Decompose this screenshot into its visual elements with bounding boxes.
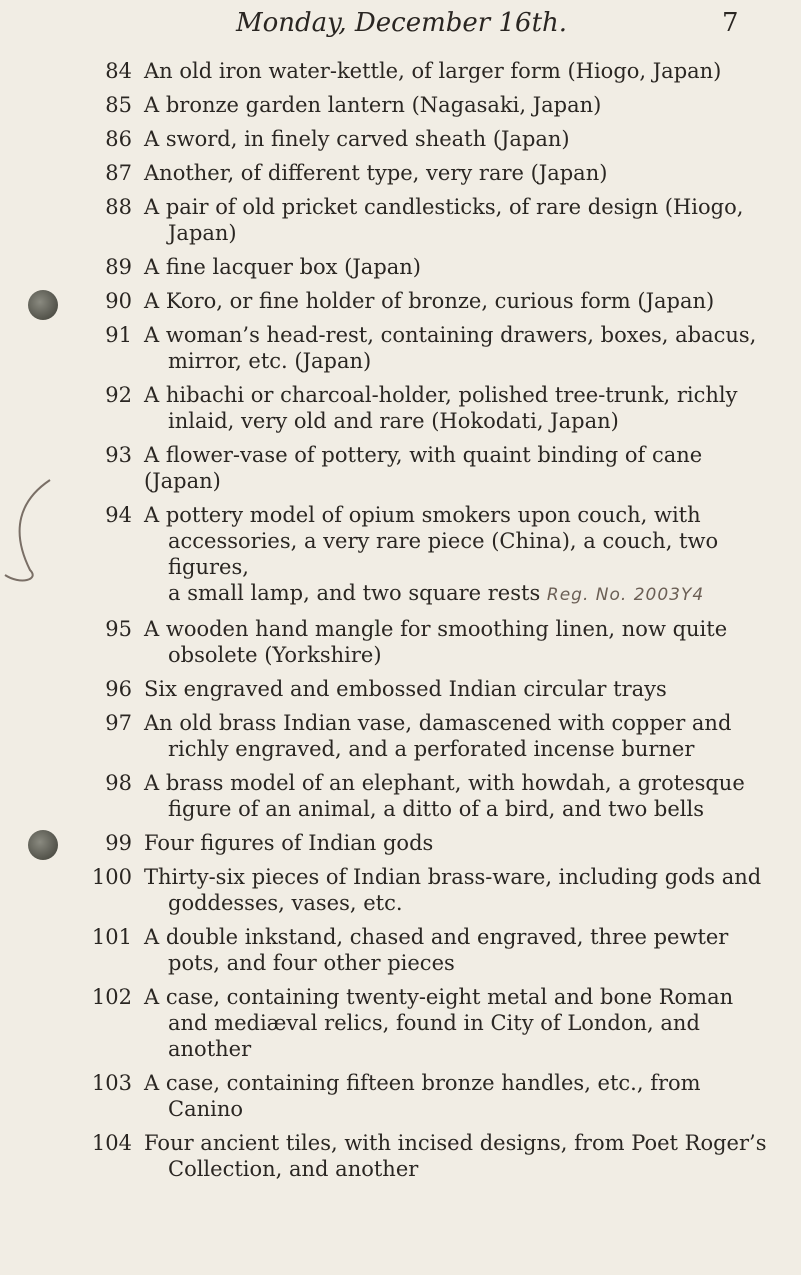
lot-line: A fine lacquer box (Japan) <box>144 255 421 279</box>
lot-entry <box>0 58 801 84</box>
lot-number: 85 <box>105 93 132 117</box>
lot-number: 93 <box>105 443 132 467</box>
lot-line: A flower-vase of pottery, with quaint binding of cane (Japan) <box>144 443 703 493</box>
lot-number: 99 <box>105 831 132 855</box>
lot-entry <box>0 502 801 608</box>
lot-entry <box>0 288 801 314</box>
page-title: Monday, December 16th. <box>236 8 568 38</box>
lot-entry <box>0 322 801 374</box>
lot-number: 94 <box>105 503 132 527</box>
lot-number: 84 <box>105 59 132 83</box>
lot-line: A case, containing fifteen bronze handles, etc., from <box>144 1071 701 1095</box>
lot-line: A pottery model of opium smokers upon couch, with <box>144 503 701 527</box>
lot-entry <box>0 676 801 702</box>
lot-entry <box>0 254 801 280</box>
lot-line: Four ancient tiles, with incised designs, from Poet Roger’s <box>144 1131 767 1155</box>
lot-line: figure of an animal, a ditto of a bird, and two bells <box>168 797 704 821</box>
lot-description <box>144 616 784 668</box>
lot-line: A bronze garden lantern (Nagasaki, Japan) <box>144 93 602 117</box>
lot-line: Another, of different type, very rare (Japan) <box>144 161 608 185</box>
lot-entry <box>0 160 801 186</box>
lot-description <box>144 1130 784 1182</box>
lot-description <box>144 194 784 246</box>
lot-description <box>144 1070 784 1122</box>
lot-number: 90 <box>105 289 132 313</box>
lot-entry <box>0 984 801 1062</box>
lot-description <box>144 58 784 84</box>
lot-line: a small lamp, and two square rests Reg. No. 2003Y4 <box>168 581 705 605</box>
lot-line: Six engraved and embossed Indian circular trays <box>144 677 667 701</box>
lot-number: 102 <box>91 985 132 1009</box>
lot-description <box>144 442 784 494</box>
lot-description <box>144 830 784 856</box>
lot-line: A case, containing twenty-eight metal and bone Roman <box>144 985 734 1009</box>
lot-line: A double inkstand, chased and engraved, three pewter <box>144 925 729 949</box>
lot-line: An old brass Indian vase, damascened with copper and <box>144 711 732 735</box>
lot-line: Japan) <box>168 221 237 245</box>
handwritten-note: Reg. No. 2003Y4 <box>546 585 705 605</box>
lot-line: goddesses, vases, etc. <box>168 891 403 915</box>
lot-number: 101 <box>91 925 132 949</box>
lot-line: Collection, and another <box>168 1157 419 1181</box>
lot-number: 103 <box>91 1071 132 1095</box>
lot-description <box>144 382 784 434</box>
lot-description <box>144 160 784 186</box>
lot-entry <box>0 864 801 916</box>
lot-line: inlaid, very old and rare (Hokodati, Japan) <box>168 409 619 433</box>
lot-number: 87 <box>105 161 132 185</box>
lot-number: 97 <box>105 711 132 735</box>
lot-line: Thirty-six pieces of Indian brass-ware, including gods and <box>144 865 762 889</box>
lot-entry <box>0 770 801 822</box>
lot-number: 88 <box>105 195 132 219</box>
lot-line: An old iron water-kettle, of larger form (Hiogo, Japan) <box>144 59 722 83</box>
lot-number: 91 <box>105 323 132 347</box>
lot-line: and mediæval relics, found in City of London, and <box>168 1011 700 1035</box>
lot-entry <box>0 382 801 434</box>
lot-line: pots, and four other pieces <box>168 951 455 975</box>
lot-description <box>144 924 784 976</box>
lot-line: A woman’s head-rest, containing drawers, boxes, abacus, <box>144 323 757 347</box>
lot-number: 86 <box>105 127 132 151</box>
lot-line: A hibachi or charcoal-holder, polished tree-trunk, richly <box>144 383 738 407</box>
lot-description <box>144 322 784 374</box>
lot-entry <box>0 92 801 118</box>
lot-number: 95 <box>105 617 132 641</box>
lot-description <box>144 126 784 152</box>
lot-number: 89 <box>105 255 132 279</box>
lot-description <box>144 254 784 280</box>
lot-entry <box>0 616 801 668</box>
lot-line: another <box>168 1037 252 1061</box>
page-header <box>0 8 801 52</box>
lot-entry <box>0 194 801 246</box>
lot-number: 104 <box>91 1131 132 1155</box>
lot-entry <box>0 1130 801 1182</box>
lot-line: A sword, in finely carved sheath (Japan) <box>144 127 570 151</box>
lot-line: Four figures of Indian gods <box>144 831 434 855</box>
lot-line: Canino <box>168 1097 243 1121</box>
lot-line: obsolete (Yorkshire) <box>168 643 382 667</box>
lot-description <box>144 770 784 822</box>
lot-line: accessories, a very rare piece (China), a couch, two figures, <box>168 529 719 579</box>
lot-entry <box>0 830 801 856</box>
lot-description <box>144 676 784 702</box>
lot-entry <box>0 710 801 762</box>
lot-line: A pair of old pricket candlesticks, of rare design (Hiogo, <box>144 195 744 219</box>
page-number: 7 <box>722 8 739 38</box>
lot-list <box>0 58 801 1190</box>
lot-description <box>144 710 784 762</box>
lot-line: A brass model of an elephant, with howdah, a grotesque <box>144 771 745 795</box>
lot-number: 96 <box>105 677 132 701</box>
lot-number: 100 <box>91 865 132 889</box>
lot-number: 92 <box>105 383 132 407</box>
lot-line: A wooden hand mangle for smoothing linen, now quite <box>144 617 728 641</box>
lot-entry <box>0 442 801 494</box>
lot-description <box>144 984 784 1062</box>
lot-line: A Koro, or fine holder of bronze, curious form (Japan) <box>144 289 715 313</box>
lot-description <box>144 288 784 314</box>
lot-entry <box>0 126 801 152</box>
lot-description <box>144 92 784 118</box>
lot-entry <box>0 1070 801 1122</box>
lot-entry <box>0 924 801 976</box>
lot-description <box>144 864 784 916</box>
lot-line: mirror, etc. (Japan) <box>168 349 372 373</box>
lot-number: 98 <box>105 771 132 795</box>
lot-description <box>144 502 784 608</box>
lot-line: richly engraved, and a perforated incense burner <box>168 737 695 761</box>
